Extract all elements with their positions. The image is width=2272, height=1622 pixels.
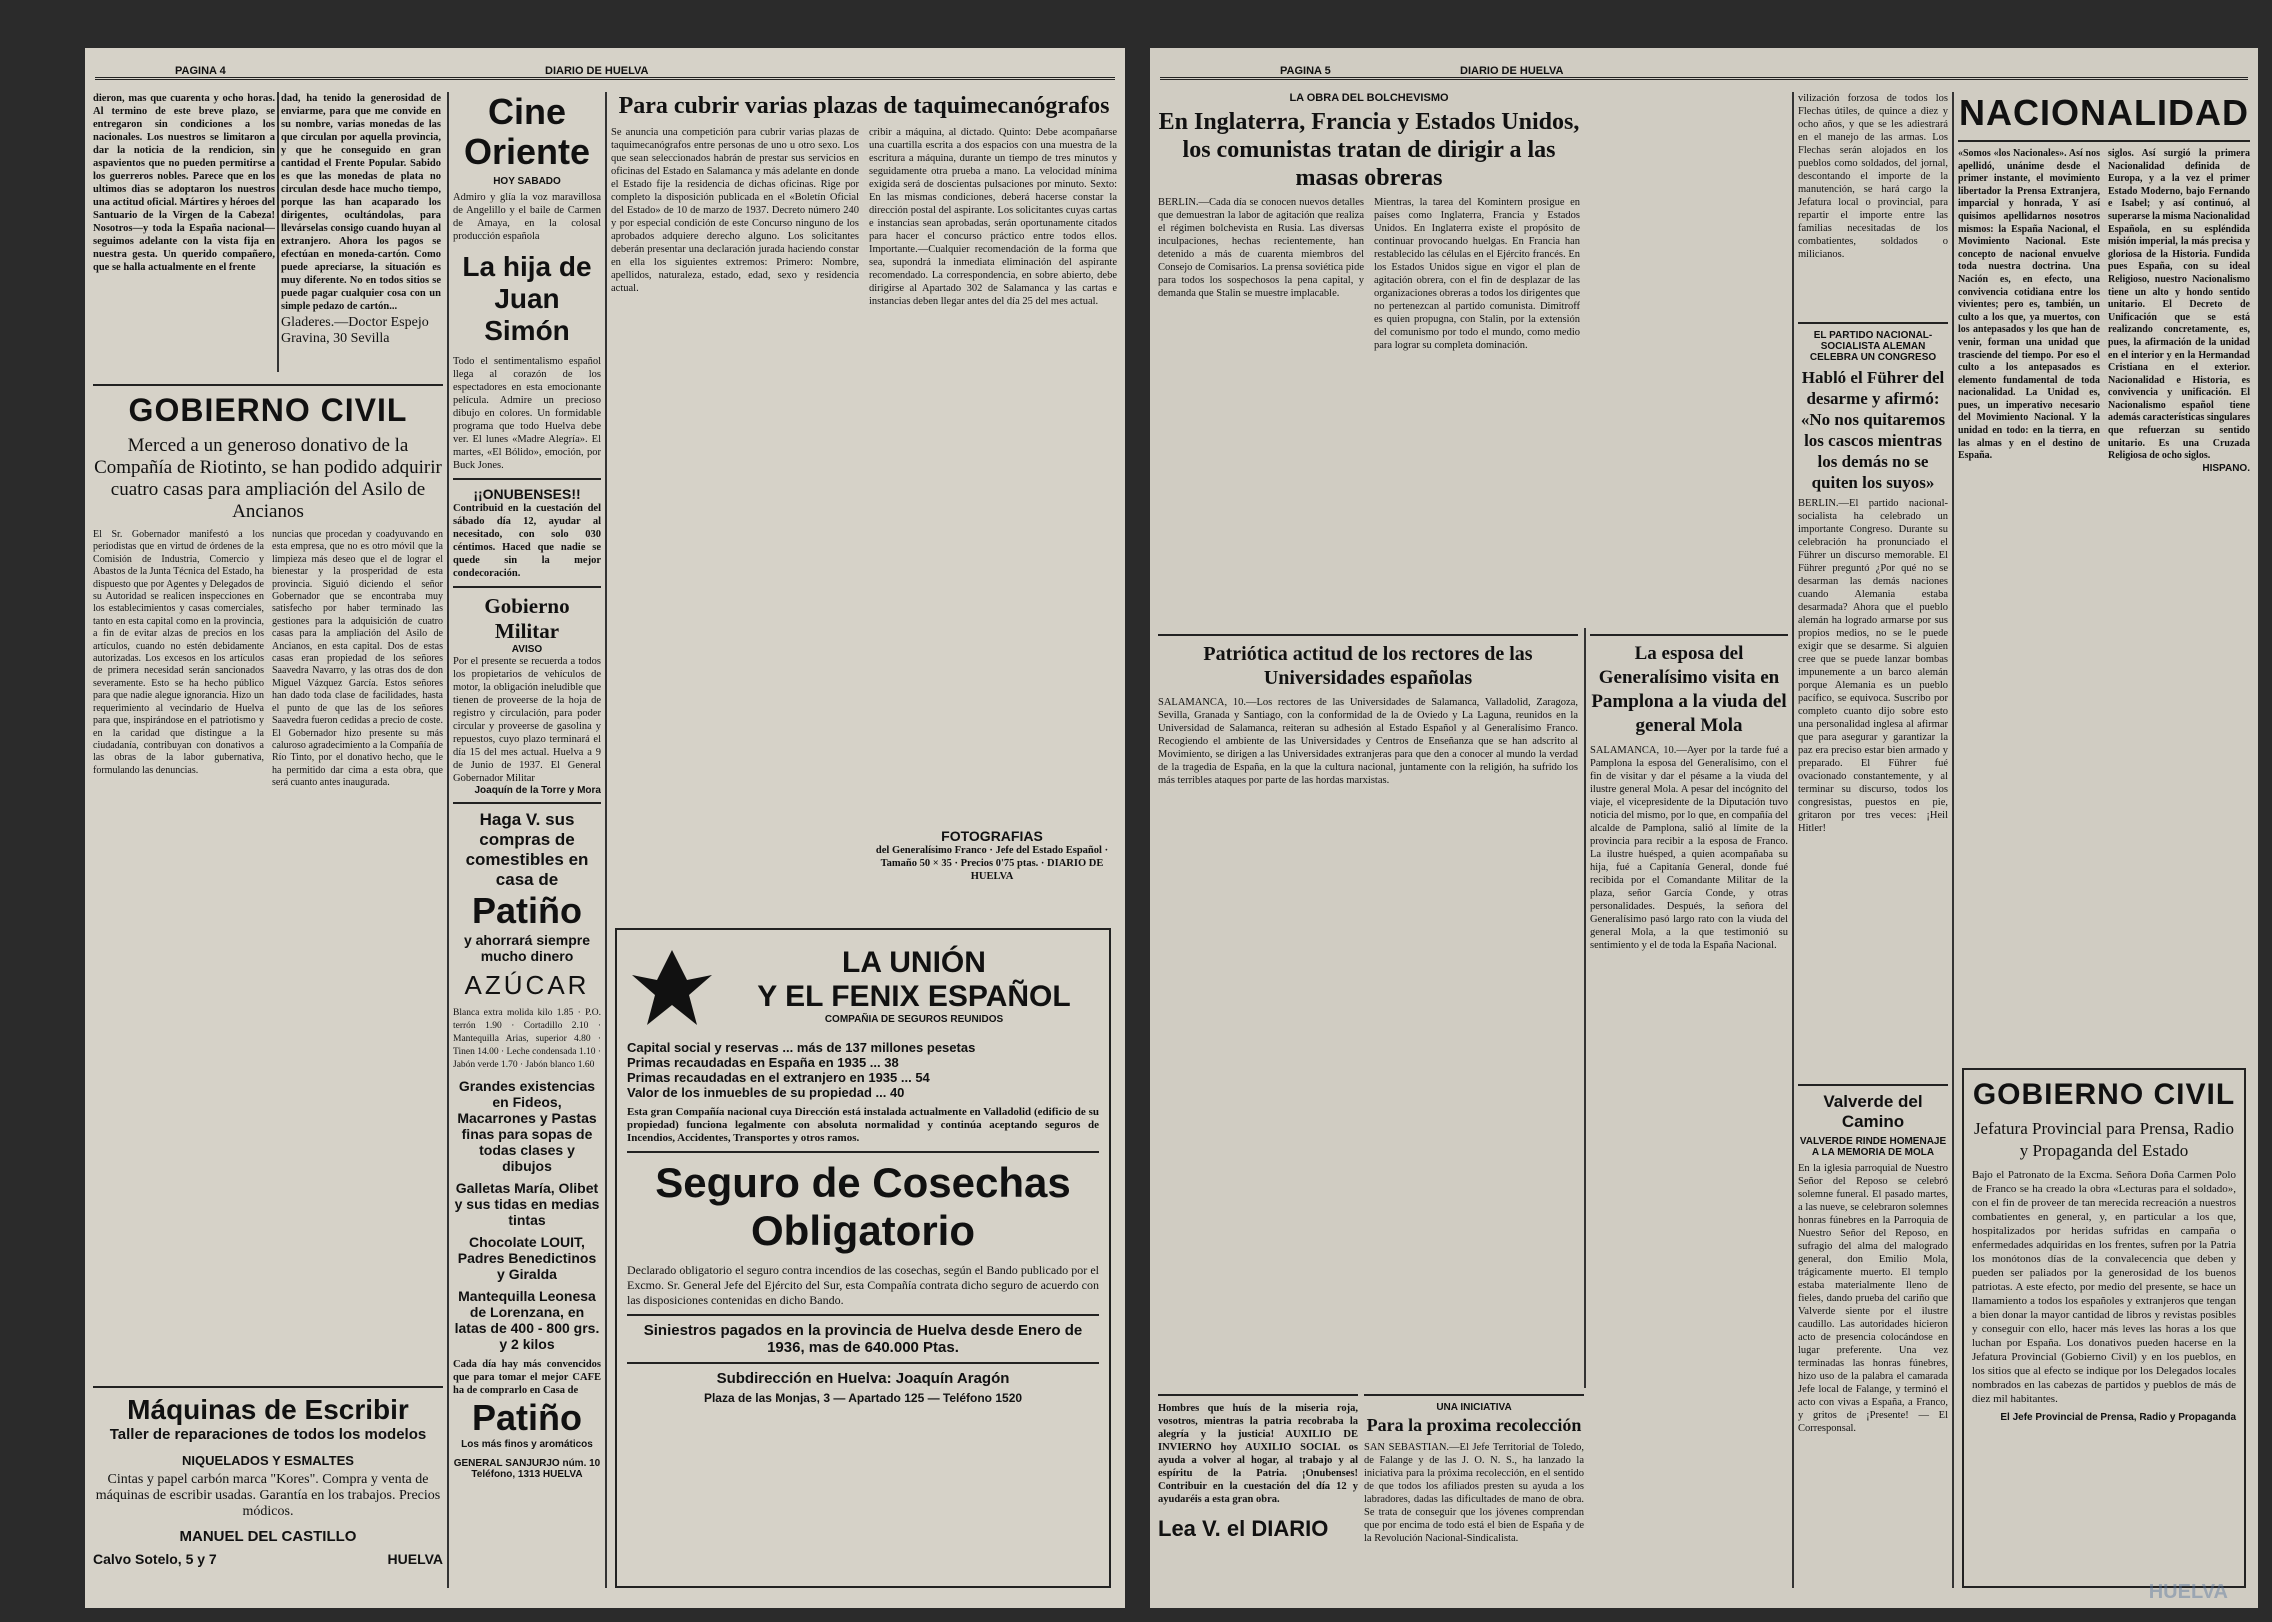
mola-title: La esposa del Generalísimo visita en Pamplona a la viuda del general Mola — [1591, 643, 1787, 736]
siniestros-text: Siniestros pagados en la provincia de Huelva desde Enero de 1936, mas de 640.000 Ptas. — [643, 1322, 1083, 1356]
gc2-title: GOBIERNO CIVIL — [1972, 1078, 2236, 1111]
maquinas-title: Máquinas de Escribir — [127, 1394, 409, 1425]
gobierno-text-a: El Sr. Gobernador manifestó a los periodistas que en virtud de órdenes de la Comisión de Industria, Comercio y Abastos de la Junta Técnica del Estado, ha dispuesto que por Agentes y Delegados de su Autoridad se realicen inspecciones en los establecimientos y casas comerciales, tanto en esta capital como en la provincia, a fin de evitar alzas de precios en los artículos, cuando no estén debidamente autorizadas. Los excesos en los artículos de primera necesidad serán sancionados severamente. Esto se ha hecho público para que nadie alegue ignorancia. Hizo un requerimiento al vecindario de Huelva para que, inspirándose en el patriotismo y en la caridad que distingue a la ciudadanía, contribuyan con donativos a las obras de la labor gubernativa, formulando las denuncias. — [93, 529, 264, 776]
patino-pre: Haga V. sus compras de comestibles en casa de — [465, 810, 589, 889]
patino-name-2: Patiño — [471, 1397, 582, 1438]
iniciativa-text: SAN SEBASTIAN.—El Jefe Territorial de Toledo, de Falange y de las J. O. N. S., ha lanzado la iniciativa para la próxima recolección, en el sentido de que todos los afiliados presten su ayuda a los labradores, dadas las dificultades de mano de obra. Se trata de conseguir que los jóvenes comprendan que por encima de todo está el bien de España y de la Revolución Nacional-Sindicalista. — [1364, 1442, 1584, 1544]
onubenses-text: Contribuid en la cuestación del sábado día 12, ayudar al necesitado, con solo 030 céntimos. Haced que nadie se quede sin la mejor condecoración. — [453, 503, 601, 579]
col2-article — [281, 92, 441, 362]
nacionalidad-sign: HISPANO. — [2202, 462, 2250, 474]
cine-text2: Todo el sentimentalismo español llega al corazón de los espectadores en esta emocionante película. Admire un precioso dibujo en colores. Un formidable programa que todo Huelva debe ver. El lunes «Madre Alegría». El martes, «El Bólido», emoción, por Buck Jones. — [453, 356, 601, 471]
rectores-title: Patriótica actitud de los rectores de las Universidades españolas — [1203, 643, 1533, 689]
plazas-title: Para cubrir varias plazas de taquimecanógrafos — [618, 93, 1110, 119]
gc2-sign: El Jefe Provincial de Prensa, Radio y Propaganda — [2000, 1412, 2236, 1423]
subdireccion-address: Plaza de las Monjas, 3 — Apartado 125 — Teléfono 1520 — [703, 1391, 1023, 1405]
patino-telefono: Teléfono, 1313 HUELVA — [471, 1469, 583, 1480]
address-right: HUELVA — [387, 1551, 443, 1567]
fotografias-text: del Generalísimo Franco · Jefe del Estado Español · Tamaño 50 × 35 · Precios 0'75 ptas. · DIARIO DE HUELVA — [875, 845, 1109, 882]
cine-text1: Admiro y glía la voz maravillosa de Angelillo y el baile de Carmen de Amaya, en la colosal producción española — [453, 192, 601, 242]
militar-aviso: AVISO — [511, 644, 543, 655]
cine-title: Cine Oriente — [463, 92, 591, 172]
valverde-text: En la iglesia parroquial de Nuestro Señor del Reposo se celebró solemne funeral. El pasado martes, a las nueve, se celebraron solemnes honras fúnebres en la Parroquia de Nuestro Señor del Reposo, en sufragio del alma del malogrado general, don Emilio Mola, trágicamente muerto. El templo estaba materialmente lleno de fieles, dando prueba del cariño que Valverde siente por el ilustre caudillo. Las autoridades hicieron acto de presencia colocándose en lugar preferente. Una vez terminadas las honras fúnebres, hizo uso de la palabra el camarada Jefe local de Falange, y terminó el acto con vivas a España, a Franco, y gritos de ¡Presente! — El Corresponsal. — [1798, 1163, 1948, 1434]
fuhrer-text: BERLIN.—El partido nacional-socialista ha celebrado un importante Congreso. Durante su celebración ha pronunciado el Führer un discurso memorable. El Führer preguntó ¿Por qué no se desarman las demás naciones cuando Alemania estaba desarmada? Ahora que el pueblo alemán ha logrado armarse por sus propios medios, no se le puede exigir que se desarme. Si alguien cree que se puede lanzar bombas impunemente a un barco alemán porque Alemania es un pueblo pacífico, se equivoca. Suscribo por completo cuanto dijo sobre esto una personalidad inglesa al afirmar que para asegurar y garantizar la paz era preciso estar bien armado y preparado. El Führer fué ovacionado constantemente, y al terminar su discurso, todos los congresistas, puestos en pie, gritaron por tres veces: ¡Heil Hitler! — [1798, 498, 1948, 834]
phoenix-emblem-icon — [627, 940, 717, 1030]
subdireccion: Subdirección en Huelva: Joaquín Aragón — [716, 1370, 1010, 1387]
union-figure-row: Valor de los inmuebles de su propiedad ... 40 — [627, 1085, 905, 1100]
union-figure-row: Primas recaudadas en el extranjero en 1935 ... 54 — [627, 1070, 930, 1085]
valverde-title: Valverde del Camino — [1823, 1092, 1923, 1131]
col2-text: dad, ha tenido la generosidad de enviarme, para que me convide en su nombre, varias monedas de las que circulan por aquella provincia, y que he conseguido en gran cantidad el Frente Popular. Sabido es que las monedas de plata no circulan desde hace mucho tiempo, porque las han acaparado los dirigentes, ocultándolas, para llevárselas consigo cuando huyan al extranjero. Ahora los pagos se efectúan en moneda-cartón. Como puede apreciarse, la situación es muy diferente. No en todos sitios se puede pagar cualquier cosa con un simple pedazo de cartón... — [281, 93, 441, 312]
flechas-text: vilización forzosa de todos los Flechas útiles, de quince a diez y ocho años, y que se les adiestrará en el manejo de las armas. Los Flechas serán alojados en los pueblos como soldados, del jornal, descontando el importe de la manutención, se hará cargo la Jefatura local o provincial, para repartir el importe entre las familias necesitadas de los combatientes, soldados o milicianos. — [1798, 93, 1948, 260]
plazas-article — [611, 92, 1117, 612]
militar-title: Gobierno Militar — [484, 594, 570, 643]
plazas-text-a: Se anuncia una competición para cubrir varias plazas de taquimecanógrafos entre personas de uno u otro sexo. Los que sean seleccionados habrán de prestar sus servicios en oficinas del Estado en Salamanca y más adelante en donde el Estado fije la residencia de dichas oficinas. Rige por completo la disposición publicada en el «Boletín Oficial del Estado» de 10 de marzo de 1937. Decreto número 240 y por especial condición de este Concurso ninguno de los aprobados adquiere derecho alguno. Los solicitantes deberán presentar una declaración jurada haciendo constar en ella los siguientes extremos: Primero: Nombre, apellidos, naturaleza, estado, edad, sexo y residencia actual. — [611, 127, 859, 294]
cine-film: La hija de Juan Simón — [462, 251, 592, 346]
lea-diario: Lea V. el DIARIO — [1158, 1516, 1329, 1541]
bolche-text-a: BERLIN.—Cada día se conocen nuevos detalles que demuestran la labor de agitación que realiza el régimen bolchevista en Rusia. Las diversas inculpaciones, hechas recientemente, han detenido a más de cuarenta miembros del Consejo de Comisarios. La prensa soviética pide para todos los sospechosos la pena capital, y demanda que Stalin se muestre implacable. — [1158, 197, 1364, 299]
fuhrer-article — [1798, 316, 1948, 1076]
azucar-heading: AZÚCAR — [464, 970, 590, 1000]
iniciativa-kicker: UNA INICIATIVA — [1436, 1402, 1512, 1413]
left-page-number: PAGINA 4 — [175, 65, 226, 77]
fotografias-notice — [867, 828, 1117, 928]
left-page-header — [95, 64, 1115, 80]
existencias: Grandes existencias en Fideos, Macarrones y Pastas finas para sopas de todas clases y dibujos — [457, 1078, 597, 1174]
left-page-masthead: DIARIO DE HUELVA — [545, 65, 649, 77]
maquinas-text: Cintas y papel carbón marca "Kores". Compra y venta de máquinas de escribir usadas. Garantía en los trabajos. Precios módicos. — [95, 1472, 441, 1519]
galletas: Galletas María, Olibet y sus tidas en medias tintas — [454, 1180, 600, 1228]
nacionalidad-text-b: siglos. Así surgió la primera Nacionalidad definida de Europa, y a la vez el primer Estado Moderno, bajo Fernando e Isabel; y así continuó, al superarse la misma Nacionalidad Española, en su espléndida misión imperial, la más precisa y gloriosa de la Historia. Fundida pues España, con su ideal Religioso, nuestro Nacionalismo tiene un alto y hondo sentido unitario. El Decreto de Unificación que se está realizando concretamente, es, pues, la afirmación de la unidad en el interior y en la Hermandad Cristiana en el exterior. Nacionalidad e Historia, es convivencia y unificación. El Nacionalismo español tiene además características singulares que refuerzan su sentido unitario. Es una Cruzada Religiosa de ocho siglos. — [2108, 148, 2250, 462]
bolche-text-b: Mientras, la tarea del Komintern prosigue en países como Inglaterra, Francia y Estados Unidos. En Inglaterra existe el propósito de continuar provocando huelgas. En Francia han restablecido las células en el Ejército francés. En los Estados Unidos sigue en vigor el plan de agitación obrera, con el fin de desplazar de las organizaciones obreras a todos los dirigentes que no pertenezcan al partido comunista. Dimitroff es quien propugna, con Stalin, por la extensión del comunismo por todo el mundo, como medio para lograr su completa dominación. — [1374, 197, 1580, 351]
cafe-text: Cada día hay más convencidos que para tomar el mejor CAFE ha de comprarlo en Casa de — [453, 1359, 601, 1396]
rectores-text: SALAMANCA, 10.—Los rectores de las Universidades de Salamanca, Valladolid, Zaragoza, Sevilla, Granada y Santiago, con la conformidad de la de Oviedo y La Laguna, reunidos en la Universidad de Salamanca, reiteran su adhesión al Estado Español y al Generalísimo Franco. Recogiendo el ambiente de las Universidades y Centros de Enseñanza que se han adscrito al Movimiento, se dirigen a las Universidades extranjeras para que den a conocer al mundo la verdad de la tragedia de España, en la que la cultura nacional, juntamente con la religión, ha sufrido los más terribles ataques por parte de las hordas marxistas. — [1158, 697, 1578, 786]
gobierno-civil-prensa-box — [1962, 1068, 2246, 1588]
union-text: Esta gran Compañía nacional cuya Dirección está instalada actualmente en Valladolid (edificio de su propiedad) funciona legalmente con absoluta normalidad y continúa aceptando seguros de Incendios, Accidentes, Transportes y otros ramos. — [627, 1106, 1099, 1144]
right-page-number: PAGINA 5 — [1280, 65, 1331, 77]
right-newspaper-page — [1150, 48, 2258, 1608]
mantequilla: Mantequilla Leonesa de Lorenzana, en latas de 400 - 800 grs. y 2 kilos — [454, 1288, 600, 1352]
la-union-ad — [615, 928, 1111, 1588]
right-page-masthead: DIARIO DE HUELVA — [1460, 65, 1564, 77]
auxilio-box — [1158, 1388, 1358, 1568]
nacionalidad-title: NACIONALIDAD — [1959, 92, 2249, 133]
patino-tagline: Los más finos y aromáticos — [461, 1439, 593, 1450]
sanjurjo-address: GENERAL SANJURJO núm. 10 — [453, 1458, 601, 1469]
bolche-kicker: LA OBRA DEL BOLCHEVISMO — [1289, 92, 1449, 104]
col1-text: dieron, mas que cuarenta y ocho horas. Al termino de este breve plazo, se entregaron sin condiciones a los nacionales. Los nuestros se limitaron a dar la noticia de la rendicion, sin aspavientos que no pueden permitirse a los guerreros nobles. Parece que en los ultimos dias se adoptaron los nuestros una actitud oficial. Mártires y héroes del Santuario de la Virgen de la Cabeza! Nosotros—y toda la España nacional—seguimos adelante con la vista fija en nuestra gesta. Un querido compañero, que se halla actualmente en el frente — [93, 93, 275, 273]
azucar-price-list: Blanca extra molida kilo 1.85 · P.O. terrón 1.90 · Cortadillo 2.10 · Mantequilla Arias, superior 4.80 · Tinen 14.00 · Leche condensada 1.10 · Jabón verde 1.70 · Jabón blanco 1.60 — [453, 1008, 601, 1070]
mola-text: SALAMANCA, 10.—Ayer por la tarde fué a Pamplona la esposa del Generalísimo, con el fin de visitar y dar el pésame a la viuda del ilustre general Mola. A pesar del incógnito del viaje, el vicepresidente de la Diputación tuvo noticia del mismo, por lo que, en compañía del alcalde de Pamplona, salió al límite de la provincia para recibir a la esposa de Franco. La ilustre huésped, a quien acompañaba su hija, fué a Capitanía General, donde fué recibida por el Comandante Militar de la plaza, señor García Conde, y otras personalidades. Después, la señora del Generalísimo pasó largo rato con la viuda del general Mola, a la que testimonió su sentimiento y el de toda la España Nacional. — [1590, 745, 1788, 951]
left-newspaper-page — [85, 48, 1125, 1608]
bolchevismo-article — [1158, 92, 1580, 632]
author-line: Gladeres.—Doctor Espejo — [281, 315, 429, 330]
valverde-article — [1798, 1078, 1948, 1588]
plazas-text-b: cribir a máquina, al dictado. Quinto: Debe acompañarse una cuartilla escrita a dos espacios con una muestra de la escritura a máquina, durante un tiempo de tres minutos y seguidamente otra prueba a mano. La velocidad mínima exigida será de doscientas pulsaciones por minuto. Sexto: En las mismas condiciones, deberá hacerse constar la dirección postal del aspirante. Los solicitantes cuyas cartas e instancias sean aprobadas, serán oportunamente citados para hacer el concurso práctico entre todos ellos. Importante.—Cualquier recomendación de la forma que sea, supondrá la inmediata eliminación del aspirante recomendado. La correspondencia, en sobre abierto, debe dirigirse al Apartado 302 de Salamanca y las cartas e instancias deben llegar antes del día 25 del mes actual. — [869, 127, 1117, 307]
author-place: Gravina, 30 Sevilla — [281, 331, 390, 346]
flechas-article — [1798, 92, 1948, 292]
union-title-2: Y EL FENIX ESPAÑOL — [757, 979, 1071, 1013]
col1-article — [93, 92, 275, 362]
cosechas-title: Seguro de Cosechas Obligatorio — [655, 1159, 1071, 1254]
patino-slogan: y ahorrará siempre mucho dinero — [463, 932, 591, 964]
niquelados-line: NIQUELADOS Y ESMALTES — [182, 1453, 354, 1468]
address-left: Calvo Sotelo, 5 y 7 — [93, 1551, 217, 1567]
bolche-title: En Inglaterra, Francia y Estados Unidos, los comunistas tratan de dirigir a las masas obreras — [1158, 109, 1580, 191]
fuhrer-title: Habló el Führer del desarme y afirmó: «No nos quitaremos los cascos mientras los demás no se quiten los suyos» — [1800, 368, 1946, 492]
union-title-1: LA UNIÓN — [842, 945, 986, 979]
chocolate: Chocolate LOUIT, Padres Benedictinos y Giralda — [457, 1234, 597, 1282]
onubenses-title: ¡¡ONUBENSES!! — [473, 486, 581, 502]
nacionalidad-text-a: «Somos «los Nacionales». Así nos apellidó, unánime desde el primer instante, el movimiento libertador la Prensa Extranjera, imparcial y honrada, Y así quisimos apellidarnos nosotros mismos: la España Nacional, el Movimiento Nacional. Este concepto de nacional envuelve toda nuestra doctrina. Una Nación es, en efecto, una convivencia cotidiana entre los vivientes; pero es, también, un culto a los que, ya muertos, con los antepasados y los que han de venir, forman una unidad que trasciende del tiempo. Por eso el culto a los antepasados es elemento fundamental de toda nacionalidad. La Unidad es, pues, un imperativo necesario del Movimiento Nacional. Y la unidad en todo: en la tierra, en las almas y en el destino de España. — [1958, 148, 2100, 462]
nacionalidad-article — [1958, 92, 2250, 1052]
gobierno-civil-title: GOBIERNO CIVIL — [128, 392, 408, 428]
gc2-text: Bajo el Patronato de la Excma. Señora Doña Carmen Polo de Franco se ha creado la obra «Lecturas para el soldado», con el fin de proveer de tan merecida recreación a nuestros combatientes en general, y, en particular a los que, hospitalizados por heridas sufridas en campaña o enfermedades adquiridas en los frentes, sufren por la Patria los monótonos días de la convalecencia que deben y pueden ser paliados por la generosidad de los buenos patriotas. A este efecto, por medio del presente, se hace un llamamiento a todos los españoles y extranjeros que tengan a bien donar la mayor cantidad de libros y revistas posibles y conseguir con ello, hacer más leves las horas a los que luchan por España. Los donativos pueden hacerse en la Jefatura Provincial (Gobierno Civil) y en los pueblos, en los sitios que al efecto se indique por los Delegados locales nombrados en las cabezas de partidos y pueblos de más de diez mil habitantes. — [1972, 1169, 2236, 1405]
militar-sign: Joaquín de la Torre y Mora — [474, 785, 601, 796]
union-figure-row: Primas recaudadas en España en 1935 ... 38 — [627, 1055, 899, 1070]
fotografias-title: FOTOGRAFIAS — [941, 828, 1043, 844]
right-page-header — [1160, 64, 2248, 80]
col3-ads — [453, 92, 601, 1582]
gobierno-civil-headline: Merced a un generoso donativo de la Compañía de Riotinto, se han podido adquirir cuatro casas para ampliación del Asilo de Ancianos — [94, 435, 442, 522]
maquinas-subtitle: Taller de reparaciones de todos los modelos — [109, 1426, 427, 1443]
gobierno-text-b: nuncias que procedan y coadyuvando en esta empresa, que no es otro móvil que la limpieza más deseo que el de lograr el bienestar y la prosperidad de esta provincia. Siguió diciendo el señor Gobernador que se encontraba muy satisfecho por haber terminado las gestiones para la adquisición de cuatro casas para la ampliación del Asilo de Ancianos, en esta capital. Dos de estas casas eran propiedad de los señores Saavedra Navarro, y las otras dos de don Miguel Vázquez García. Estos señores han dado toda clase de facilidades, hasta el punto de que las de los señores Saavedra fueron cedidas a precio de coste. El Gobernador hizo presente su más caluroso agradecimiento a la Compañía de Río Tinto, por el donativo hecho, que le ha permitido dar cima a esta obra, que será cuanto antes inaugurada. — [272, 529, 443, 789]
maquinas-ad — [93, 1380, 443, 1580]
archive-watermark: HUELVA — [2148, 1581, 2228, 1603]
patino-name: Patiño — [471, 890, 582, 931]
fuhrer-kicker: EL PARTIDO NACIONAL-SOCIALISTA ALEMAN CELEBRA UN CONGRESO — [1809, 330, 1937, 363]
gc2-subtitle: Jefatura Provincial para Prensa, Radio y Propaganda del Estado — [1973, 1119, 2235, 1160]
rectores-article — [1158, 628, 1578, 1378]
union-subtitle: COMPAÑIA DE SEGUROS REUNIDOS — [824, 1013, 1004, 1025]
manuel-castillo: MANUEL DEL CASTILLO — [179, 1528, 357, 1545]
iniciativa-article — [1364, 1388, 1584, 1588]
iniciativa-title: Para la proxima recolección — [1366, 1415, 1582, 1435]
auxilio-text: Hombres que huís de la miseria roja, vosotros, mientras la patria recobraba la alegría y la justicia! AUXILIO DE INVIERNO hoy AUXILIO SOCIAL os ayuda a volver al hogar, al trabajo y al espíritu de la Patria. ¡Onubenses! Contribuir en la cuestación del día 12 y ayudaréis a esta gran obra. — [1158, 1403, 1358, 1505]
mola-article — [1590, 628, 1788, 1368]
militar-text: Por el presente se recuerda a todos los propietarios de vehículos de motor, la obligación ineludible que tienen de proveerse de la hoja de registro y circulación, para poder circular y proveerse de gasolina y repuestos, cuyo plazo terminará el día 15 del mes actual. Huelva a 9 de Junio de 1937. El General Gobernador Militar — [453, 656, 601, 784]
valverde-kicker: VALVERDE RINDE HOMENAJE A LA MEMORIA DE MOLA — [1799, 1136, 1947, 1158]
cine-hoy: HOY SABADO — [493, 176, 561, 187]
gobierno-civil-section — [93, 378, 443, 1018]
union-figure-row: Capital social y reservas ... más de 137 millones pesetas — [627, 1040, 976, 1055]
cosechas-text: Declarado obligatorio el seguro contra incendios de las cosechas, según el Bando publicado por el Excmo. Sr. General Jefe del Ejército del Sur, esta Compañía contrata dicho seguro de acuerdo con las disposiciones contenidas en dicho Bando. — [627, 1263, 1099, 1307]
union-figures — [627, 1040, 1099, 1100]
